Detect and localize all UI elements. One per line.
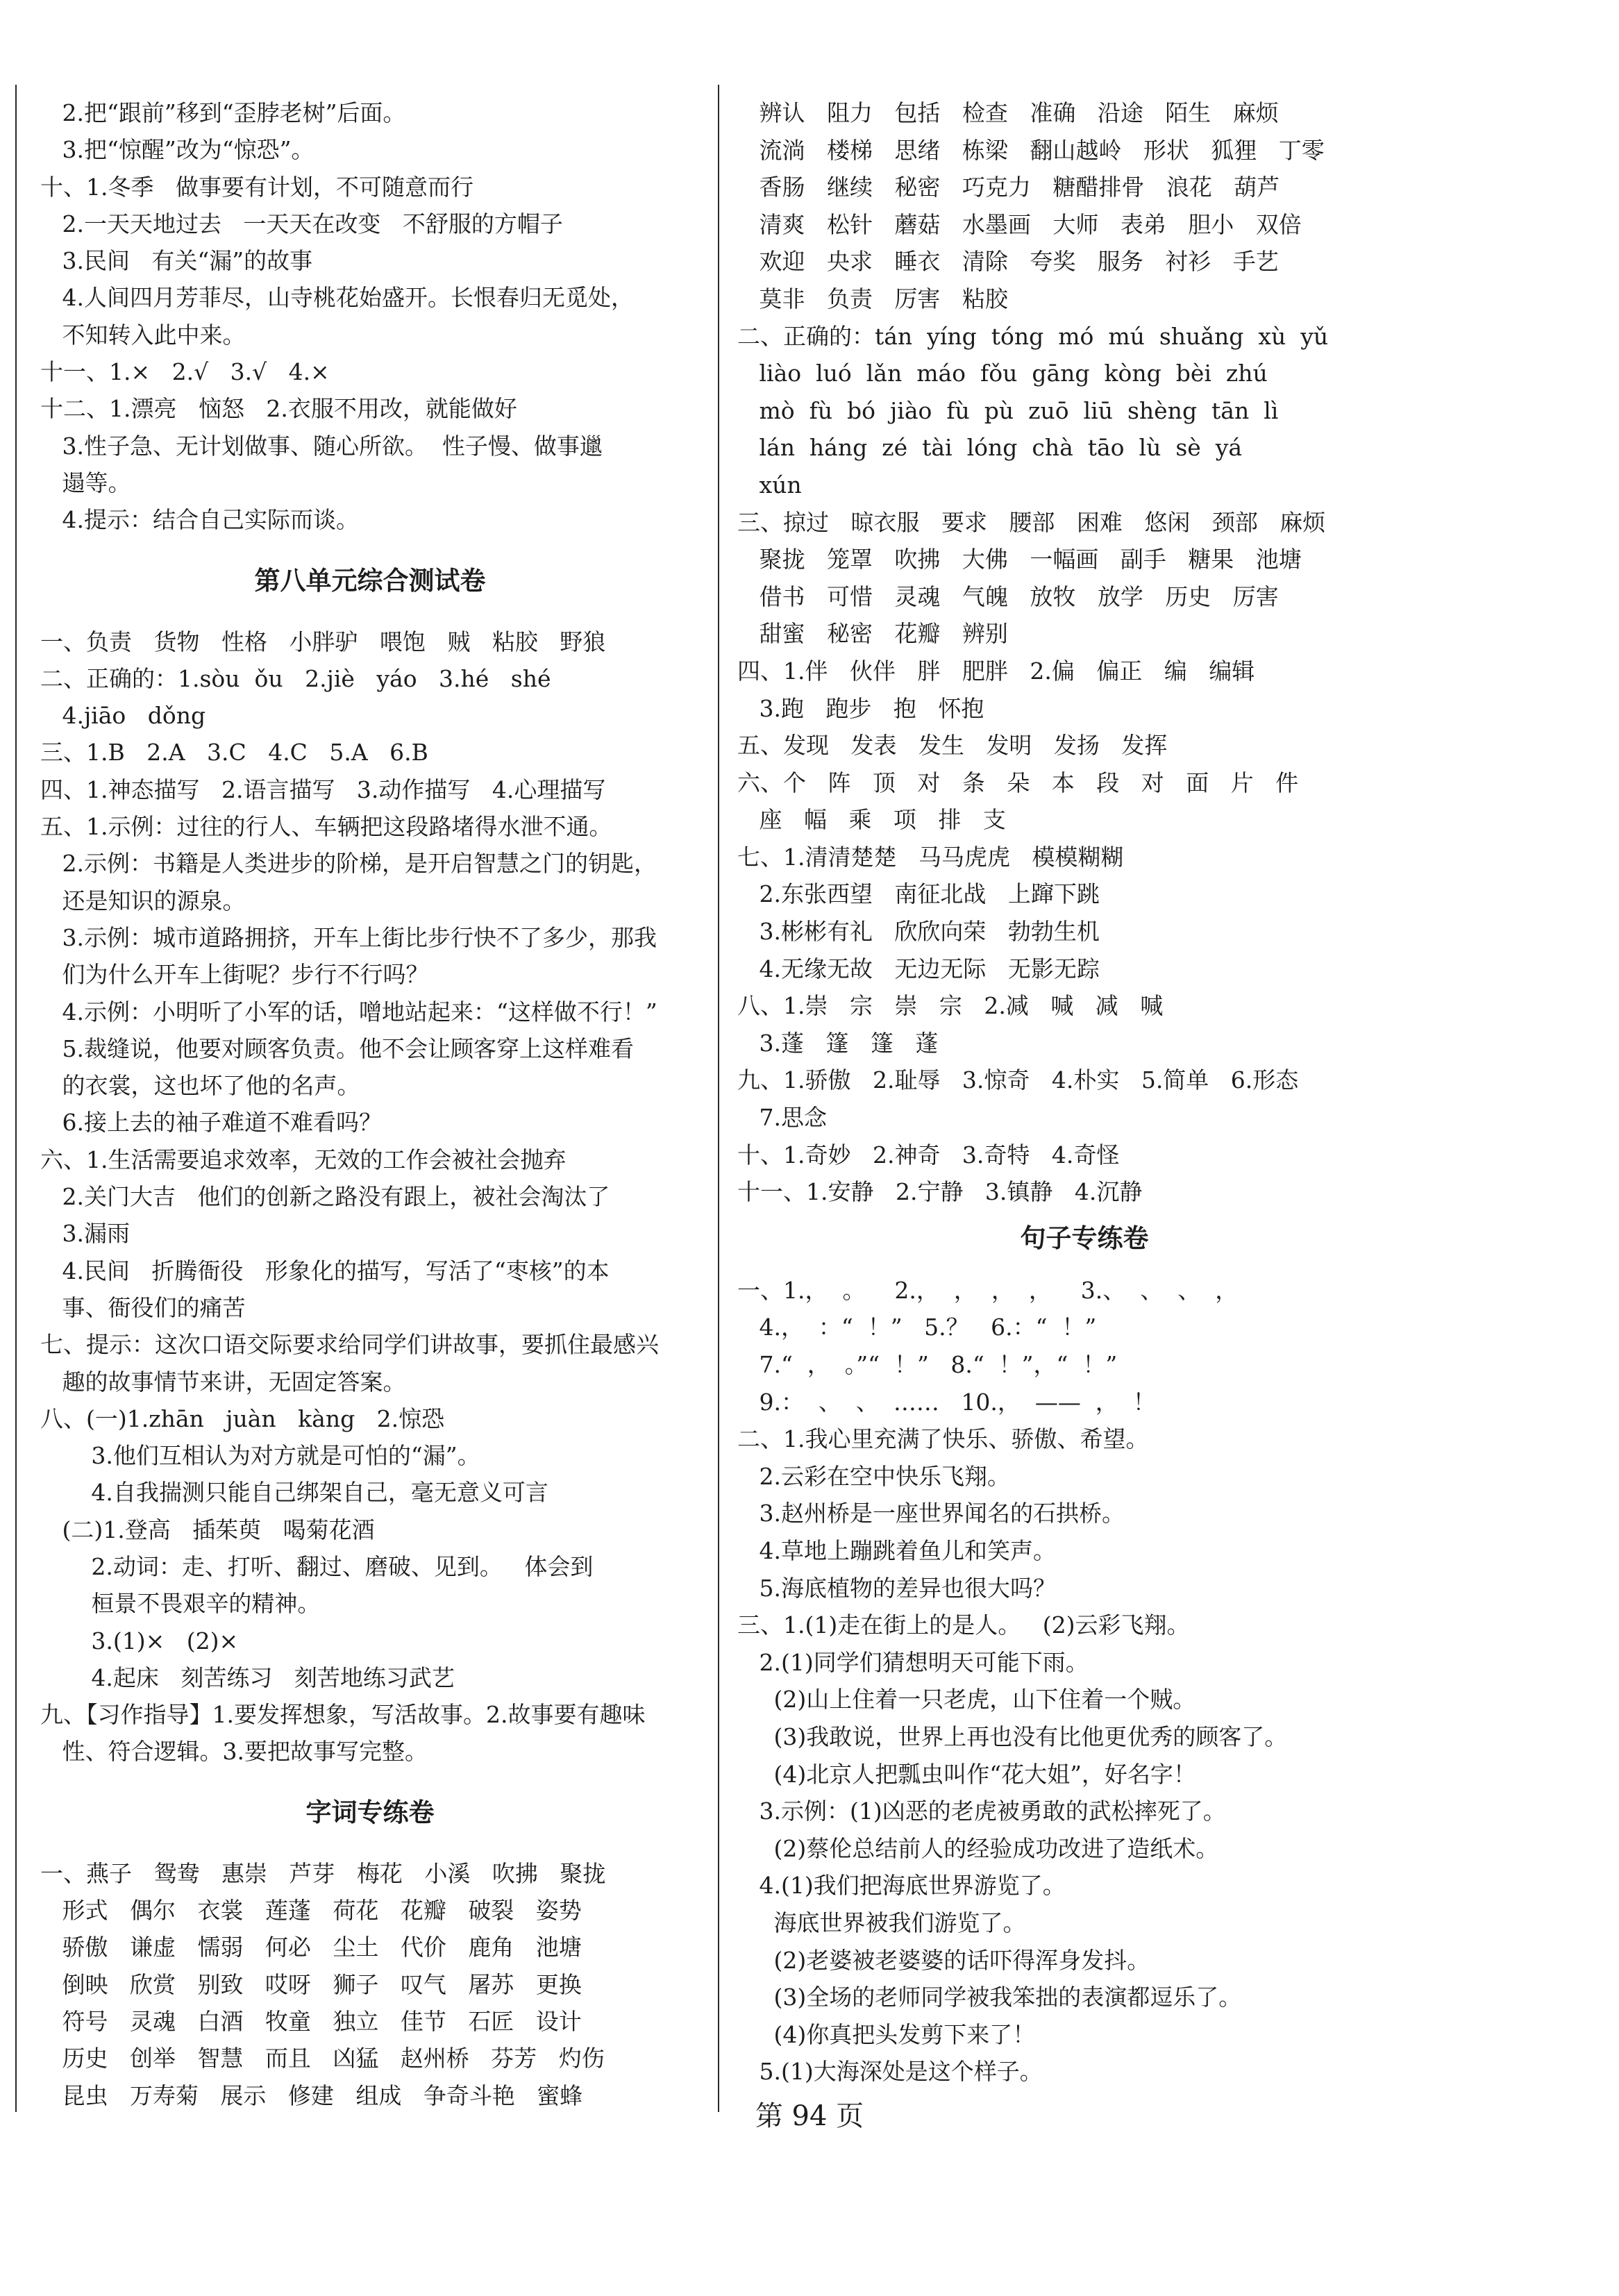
answer-line: 骄傲 谦虚 懦弱 何必 尘土 代价 鹿角 池塘 xyxy=(40,1934,582,1961)
answer-line: 二、正确的：1.sòu ǒu 2.jiè yáo 3.hé shé xyxy=(40,664,551,692)
answer-line: 甜蜜 秘密 花瓣 辨别 xyxy=(737,620,1008,648)
answer-line: 座 幅 乘 项 排 支 xyxy=(737,806,1006,834)
answer-line: 2.云彩在空中快乐飞翔。 xyxy=(737,1462,1010,1490)
answer-line: 遢等。 xyxy=(40,469,131,496)
answer-line: 形式 偶尔 衣裳 莲蓬 荷花 花瓣 破裂 姿势 xyxy=(40,1897,582,1925)
answer-line: 3.赵州桥是一座世界闻名的石拱桥。 xyxy=(737,1500,1125,1527)
answer-line: 3.性子急、无计划做事、随心所欲。 性子慢、做事邋 xyxy=(40,432,603,460)
answer-line: 三、1.B 2.A 3.C 4.C 5.A 6.B xyxy=(40,739,428,766)
left-column xyxy=(40,94,700,2114)
answer-line: 五、发现 发表 发生 发明 发扬 发挥 xyxy=(737,732,1168,760)
answer-line: 2.动词：走、打听、翻过、磨破、见到。 体会到 xyxy=(40,1552,594,1580)
answer-line: 昆虫 万寿菊 展示 修建 组成 争奇斗艳 蜜蜂 xyxy=(40,2081,583,2109)
answer-line: 4.jiāo dǒng xyxy=(40,702,206,730)
answer-line: 3.彬彬有礼 欣欣向荣 勃勃生机 xyxy=(737,918,1100,946)
answer-line: 桓景不畏艰辛的精神。 xyxy=(40,1590,321,1618)
answer-line: 三、掠过 晾衣服 要求 腰部 困难 悠闲 颈部 麻烦 xyxy=(737,508,1326,536)
answer-line: 4.， ：“ ！” 5.？ 6.：“ ！” xyxy=(737,1314,1097,1341)
left-border-rule xyxy=(15,85,17,2112)
answer-line: 2.把“跟前”移到“歪脖老树”后面。 xyxy=(40,99,406,126)
answer-line: 不知转入此中来。 xyxy=(40,321,246,349)
answer-line: (3)全场的老师同学被我笨拙的表演都逗乐了。 xyxy=(737,1984,1242,2011)
answer-line: (2)山上住着一只老虎，山下住着一个贼。 xyxy=(737,1686,1196,1713)
answer-line: 4.(1)我们把海底世界游览了。 xyxy=(737,1872,1066,1900)
answer-line: 9.： 、 、 …… 10.， —— ， ！ xyxy=(737,1388,1156,1416)
answer-line: 4.提示：结合自己实际而谈。 xyxy=(40,506,359,534)
answer-line: 欢迎 央求 睡衣 清除 夸奖 服务 衬衫 手艺 xyxy=(737,248,1279,276)
answer-line: 3.他们互相认为对方就是可怕的“漏”。 xyxy=(40,1442,480,1470)
answer-line: 六、1.生活需要追求效率，无效的工作会被社会抛弃 xyxy=(40,1146,567,1173)
answer-line: 5.海底植物的差异也很大吗？ xyxy=(737,1574,1056,1602)
answer-line: liào luó lǎn máo fǒu gāng kòng bèi zhú xyxy=(737,360,1268,387)
answer-line: (3)我敢说，世界上再也没有比他更优秀的顾客了。 xyxy=(737,1723,1288,1750)
answer-line: 十、1.冬季 做事要有计划，不可随意而行 xyxy=(40,173,473,201)
answer-line: 2.东张西望 南征北战 上蹿下跳 xyxy=(737,880,1100,908)
answer-line: 趣的故事情节来讲，无固定答案。 xyxy=(40,1368,406,1396)
answer-line: 4.民间 折腾衙役 形象化的描写，写活了“枣核”的本 xyxy=(40,1257,610,1284)
answer-line: 4.示例：小明听了小军的话，噌地站起来：“这样做不行！” xyxy=(40,998,657,1025)
answer-line: 十二、1.漂亮 恼怒 2.衣服不用改，就能做好 xyxy=(40,395,517,423)
answer-line: 流淌 楼梯 思绪 栋梁 翻山越岭 形状 狐狸 丁零 xyxy=(737,136,1325,164)
answer-line: (2)老婆被老婆婆的话吓得浑身发抖。 xyxy=(737,1946,1150,1974)
answer-line: 3.示例：城市道路拥挤，开车上街比步行快不了多少，那我 xyxy=(40,923,657,951)
answer-line: 十一、1.安静 2.宁静 3.镇静 4.沉静 xyxy=(737,1178,1143,1206)
answer-line: (4)北京人把瓢虫叫作“花大姐”，好名字！ xyxy=(737,1760,1196,1788)
right-column xyxy=(737,94,1432,2090)
answer-line: 6.接上去的袖子难道不难看吗？ xyxy=(40,1109,382,1137)
answer-line: 八、1.崇 宗 崇 宗 2.减 喊 减 喊 xyxy=(737,992,1164,1020)
answer-line: 4.无缘无故 无边无际 无影无踪 xyxy=(737,955,1100,982)
answer-line: 符号 灵魂 白酒 牧童 独立 佳节 石匠 设计 xyxy=(40,2007,582,2035)
answer-line: 清爽 松针 蘑菇 水墨画 大师 表弟 胆小 双倍 xyxy=(737,210,1302,238)
answer-line: 4.起床 刻苦练习 刻苦地练习武艺 xyxy=(40,1664,455,1691)
answer-line: 倒映 欣赏 别致 哎呀 狮子 叹气 屠苏 更换 xyxy=(40,1970,582,1998)
answer-line: 5.裁缝说，他要对顾客负责。他不会让顾客穿上这样难看 xyxy=(40,1034,634,1062)
answer-line: (4)你真把头发剪下来了！ xyxy=(737,2020,1036,2048)
answer-line: 4.自我揣测只能自己绑架自己，毫无意义可言 xyxy=(40,1479,548,1507)
answer-line: 七、1.清清楚楚 马马虎虎 模模糊糊 xyxy=(737,843,1124,871)
answer-line: mò fù bó jiào fù pù zuō liū shèng tān lì xyxy=(737,396,1279,424)
answer-line: 一、负责 货物 性格 小胖驴 喂饱 贼 粘胶 野狼 xyxy=(40,628,606,655)
answer-line: 二、正确的：tán yíng tóng mó mú shuǎng xù yǔ xyxy=(737,322,1329,350)
answer-line: 一、1.， 。 2.， ， ， ， 3.、 、 、 ， xyxy=(737,1276,1239,1304)
answer-line: 4.草地上蹦跳着鱼儿和笑声。 xyxy=(737,1536,1056,1564)
section-heading: 字词专练卷 xyxy=(305,1797,435,1827)
answer-line: 3.把“惊醒”改为“惊恐”。 xyxy=(40,136,314,164)
answer-line: 性、符合逻辑。3.要把故事写完整。 xyxy=(40,1738,428,1766)
answer-line: 聚拢 笼罩 吹拂 大佛 一幅画 副手 糖果 池塘 xyxy=(737,546,1302,573)
answer-line: 3.(1)× (2)× xyxy=(40,1627,239,1654)
answer-line: 7.思念 xyxy=(737,1104,827,1132)
answer-line: (二)1.登高 插茱萸 喝菊花酒 xyxy=(40,1516,375,1543)
answer-line: 的衣裳，这也坏了他的名声。 xyxy=(40,1072,360,1100)
page-number: 第 94 页 xyxy=(755,2100,864,2132)
answer-line: 7.“ ， 。”“ ！” 8.“ ！”，“ ！” xyxy=(737,1351,1118,1378)
answer-line: 3.漏雨 xyxy=(40,1220,130,1248)
answer-line: 六、个 阵 顶 对 条 朵 本 段 对 面 片 件 xyxy=(737,769,1299,796)
answer-line: 2.关门大吉 他们的创新之路没有跟上，被社会淘汰了 xyxy=(40,1183,610,1211)
center-divider xyxy=(718,85,719,2112)
answer-line: 2.示例：书籍是人类进步的阶梯，是开启智慧之门的钥匙， xyxy=(40,850,657,878)
answer-line: 事、衙役们的痛苦 xyxy=(40,1293,246,1321)
answer-line: 五、1.示例：过往的行人、车辆把这段路堵得水泄不通。 xyxy=(40,813,612,841)
answer-line: 十、1.奇妙 2.神奇 3.奇特 4.奇怪 xyxy=(737,1141,1120,1168)
answer-line: xún xyxy=(737,471,802,498)
answer-line: 还是知识的源泉。 xyxy=(40,887,246,914)
answer-line: 海底世界被我们游览了。 xyxy=(737,1909,1026,1936)
answer-line: (2)蔡伦总结前人的经验成功改进了造纸术。 xyxy=(737,1834,1219,1862)
answer-line: 历史 创举 智慧 而且 凶猛 赵州桥 芬芳 灼伤 xyxy=(40,2045,605,2072)
answer-line: 四、1.神态描写 2.语言描写 3.动作描写 4.心理描写 xyxy=(40,776,606,803)
answer-line: 三、1.(1)走在街上的是人。 (2)云彩飞翔。 xyxy=(737,1611,1190,1639)
answer-line: 们为什么开车上街呢？步行不行吗？ xyxy=(40,961,429,989)
answer-line: 七、提示：这次口语交际要求给同学们讲故事，要抓住最感兴 xyxy=(40,1331,659,1359)
answer-line: 借书 可惜 灵魂 气魄 放牧 放学 历史 厉害 xyxy=(737,583,1279,610)
answer-line: 3.民间 有关“漏”的故事 xyxy=(40,247,313,275)
answer-line: 5.(1)大海深处是这个样子。 xyxy=(737,2058,1043,2086)
answer-line: 3.蓬 篷 篷 蓬 xyxy=(737,1029,939,1057)
answer-line: 香肠 继续 秘密 巧克力 糖醋排骨 浪花 葫芦 xyxy=(737,174,1280,201)
answer-line: 十一、1.× 2.√ 3.√ 4.× xyxy=(40,358,330,386)
answer-line: 辨认 阻力 包括 检查 准确 沿途 陌生 麻烦 xyxy=(737,99,1279,126)
answer-line: 二、1.我心里充满了快乐、骄傲、希望。 xyxy=(737,1425,1149,1453)
answer-line: 一、燕子 鸳鸯 惠崇 芦芽 梅花 小溪 吹拂 聚拢 xyxy=(40,1859,606,1887)
answer-line: 莫非 负责 厉害 粘胶 xyxy=(737,285,1008,312)
answer-line: 3.示例：(1)凶恶的老虎被勇敢的武松摔死了。 xyxy=(737,1798,1226,1825)
section-heading: 第八单元综合测试卷 xyxy=(254,565,486,596)
section-heading: 句子专练卷 xyxy=(1020,1223,1149,1253)
answer-line: 四、1.伴 伙伴 胖 肥胖 2.偏 偏正 编 编辑 xyxy=(737,657,1255,685)
answer-line: 八、(一)1.zhān juàn kàng 2.惊恐 xyxy=(40,1405,445,1432)
answer-line: 4.人间四月芳菲尽，山寺桃花始盛开。长恨春归无觅处， xyxy=(40,284,634,312)
answer-line: lán háng zé tài lóng chà tāo lù sè yá xyxy=(737,434,1243,462)
answer-line: 九、【习作指导】1.要发挥想象，写活故事。2.故事要有趣味 xyxy=(40,1701,646,1729)
answer-line: 3.跑 跑步 抱 怀抱 xyxy=(737,694,984,722)
answer-line: 九、1.骄傲 2.耻辱 3.惊奇 4.朴实 5.简单 6.形态 xyxy=(737,1066,1299,1094)
answer-line: 2.(1)同学们猜想明天可能下雨。 xyxy=(737,1648,1089,1676)
answer-line: 2.一天天地过去 一天天在改变 不舒服的方帽子 xyxy=(40,210,563,237)
